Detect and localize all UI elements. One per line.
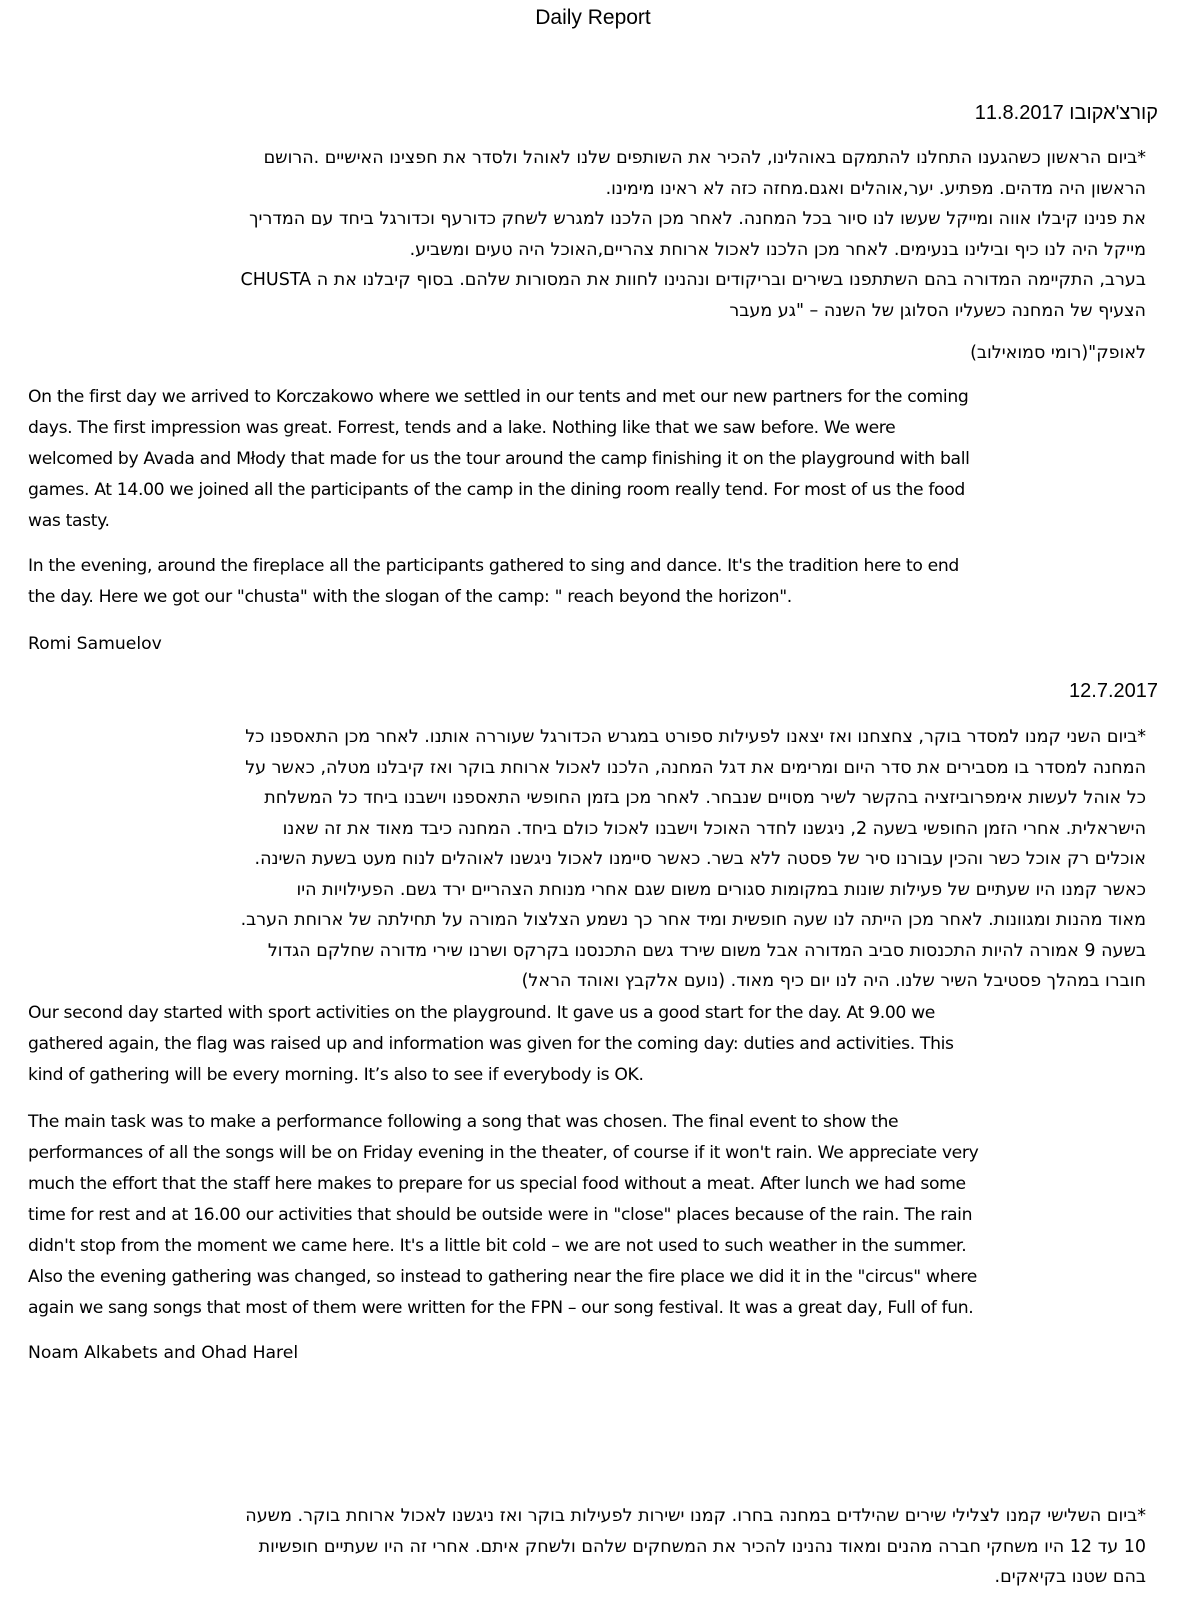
- english-line: Also the evening gathering was changed, so instead to gathering near the fire place we did it in the "circus" where: [28, 1267, 977, 1287]
- day1-hebrew-signature: לאופק"(רומי סמואילוב): [970, 343, 1146, 363]
- english-line: much the effort that the staff here makes to prepare for us special food without a meat. After lunch we had some: [28, 1174, 966, 1194]
- hebrew-line: את פנינו קיבלו אווה ומייקל שעשו לנו סיור בכל המחנה. לאחר מכן הלכנו למגרש לשחק כדורעף וכדורגל ביחד עם המדריך: [249, 209, 1146, 229]
- english-line: days. The first impression was great. Forrest, tends and a lake. Nothing like that we saw before. We were: [28, 418, 896, 438]
- day1-english-paragraph-2: [28, 551, 1148, 613]
- english-line: kind of gathering will be every morning. It’s also to see if everybody is OK.: [28, 1065, 644, 1085]
- hebrew-line: בשעה 9 אמורה להיות התכנסות סביב המדורה אבל משום שירד גשם התכנסנו בקרקס ושרנו שירי מדורה שחלקם הגדול: [267, 940, 1146, 961]
- hebrew-line: חוברו במהלך פסטיבל השיר שלנו. היה לנו יום כיף מאוד. (נועם אלקבץ ואוהד הראל): [521, 971, 1146, 991]
- english-line: performances of all the songs will be on Friday evening in the theater, of course if it won't rain. We appreciate very: [28, 1143, 979, 1163]
- hebrew-line: 10 עד 12 היו משחקי חברה מהנים ומאוד נהנינו להכיר את המשחקים שלהם ולשחק איתם. אחרי זה היו שעתיים חופשיות: [258, 1536, 1146, 1557]
- hebrew-line: הצעיף של המחנה כשעליו הסלוגן של השנה – "גע מעבר: [729, 300, 1146, 321]
- english-line: gathered again, the flag was raised up and information was given for the coming day: duties and activities. This: [28, 1034, 954, 1054]
- day2-english-signature: Noam Alkabets and Ohad Harel: [28, 1343, 299, 1363]
- english-line: Our second day started with sport activities on the playground. It gave us a good start for the day. At 9.00 we: [28, 1003, 936, 1023]
- english-line: In the evening, around the fireplace all the participants gathered to sing and dance. It's the tradition here to end: [28, 556, 959, 576]
- day1-hebrew-paragraph: [28, 143, 1146, 326]
- day1-date-line: קורצ'אקובו 11.8.2017: [974, 102, 1158, 124]
- english-line: welcomed by Avada and Młody that made for us the tour around the camp finishing it on the playground with ball: [28, 449, 970, 469]
- day2-hebrew-paragraph: [28, 722, 1146, 997]
- day3-hebrew-paragraph: [28, 1501, 1146, 1593]
- day1-english-signature: Romi Samuelov: [28, 634, 162, 654]
- day2-english-paragraph-2: [28, 1107, 1148, 1324]
- day2-english-paragraph-1: [28, 998, 1148, 1091]
- hebrew-line: מאוד מהנות ומגוונות. לאחר מכן הייתה לנו שעה חופשית ומיד אחר כך נשמע הצלצול המורה על תחילתה של ארוחת הערב.: [240, 910, 1146, 930]
- english-line: the day. Here we got our "chusta" with the slogan of the camp: " reach beyond the horizon".: [28, 587, 792, 607]
- hebrew-line: מייקל היה לנו כיף ובילינו בנעימים. לאחר מכן הלכנו לאכול ארוחת צהריים,האוכל היה טעים ומשביע.: [409, 239, 1146, 260]
- english-line: The main task was to make a performance following a song that was chosen. The final event to show the: [28, 1112, 899, 1132]
- english-line: was tasty.: [28, 511, 110, 531]
- day2-date-line: 12.7.2017: [1069, 680, 1158, 702]
- day1-english-paragraph-1: [28, 382, 1148, 537]
- hebrew-line: המחנה למסדר בו מסבירים את סדר היום ומרימים את דגל המחנה, הלכנו לאכול ארוחת בוקר ואז קיבלנו מטלה, כאשר על: [245, 757, 1146, 778]
- hebrew-line: כאשר קמנו היו שעתיים של פעילות שונות במקומות סגורים משום שגם אחרי מנוחת הצהריים ירד גשם. הפעילויות היו: [296, 879, 1146, 900]
- hebrew-line: כל אוהל לעשות אימפרוביזציה בהקשר לשיר מסויים שנבחר. לאחר מכן בזמן החופשי התאספנו וישבנו ביחד כל המשלחת: [264, 788, 1146, 808]
- hebrew-line: *ביום הראשון כשהגענו התחלנו להתמקם באוהלינו, להכיר את השותפים שלנו לאוהל ולסדר את חפצינו האישיים .הרושם: [263, 148, 1146, 168]
- hebrew-line: בהם שטנו בקיאקים.: [994, 1567, 1146, 1587]
- english-line: didn't stop from the moment we came here. It's a little bit cold – we are not used to such weather in the summer.: [28, 1236, 967, 1256]
- hebrew-line: *ביום השלישי קמנו לצלילי שירים שהילדים במחנה בחרו. קמנו ישירות לפעילות בוקר ואז ניגשנו לאכול ארוחת בוקר. משעה: [245, 1506, 1146, 1526]
- english-line: time for rest and at 16.00 our activities that should be outside were in "close" places because of the rain. The rain: [28, 1205, 973, 1225]
- hebrew-line: *ביום השני קמנו למסדר בוקר, צחצחנו ואז יצאנו לפעילות ספורט במגרש הכדורגל שעוררה אותנו. לאחר מכן התאספנו כל: [245, 727, 1146, 747]
- english-line: again we sang songs that most of them were written for the FPN – our song festival. It was a great day, Full of fun.: [28, 1298, 974, 1318]
- hebrew-line: בערב, התקיימה המדורה בהם השתתפנו בשירים ובריקודים ונהנינו לחוות את המסורות שלהם. בסוף קיבלנו את ה CHUSTA: [240, 270, 1146, 290]
- hebrew-line: אוכלים רק אוכל כשר והכין עבורנו סיר של פסטה ללא בשר. כאשר סיימנו לאכול ניגשנו לאוהלים לנוח מעט בשעת השינה.: [254, 849, 1146, 869]
- report-title: Daily Report: [535, 6, 651, 29]
- english-line: games. At 14.00 we joined all the participants of the camp in the dining room really tend. For most of us the food: [28, 480, 965, 500]
- hebrew-line: הישראלית. אחרי הזמן החופשי בשעה 2, ניגשנו לחדר האוכל וישבנו לאכול כולם ביחד. המחנה כיבד מאוד את זה שאנו: [282, 818, 1146, 839]
- hebrew-line: הראשון היה מדהים. מפתיע. יער,אוהלים ואגם.מחזה כזה לא ראינו מימינו.: [605, 178, 1146, 199]
- english-line: On the first day we arrived to Korczakowo where we settled in our tents and met our new partners for the coming: [28, 387, 969, 407]
